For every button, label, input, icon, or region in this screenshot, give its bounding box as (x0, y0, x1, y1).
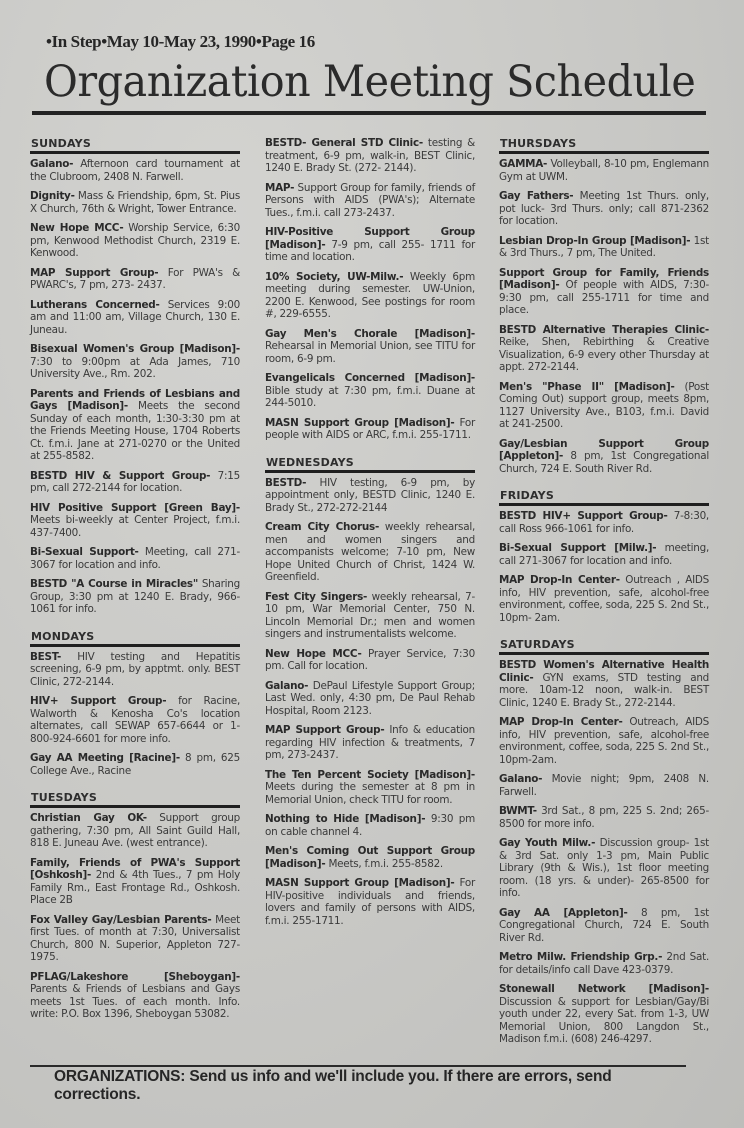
organization-name: BEST- (30, 650, 62, 663)
meeting-details: 7:30 to 9:00pm at Ada James, 710 University Ave., Rm. 202. (30, 355, 240, 380)
organization-name: Galano- (499, 773, 543, 785)
organization-name: MAP Support Group- (30, 266, 159, 279)
meeting-details: HIV testing, 6-9 pm, by appointment only, BESTD Clinic, 1240 E. Brady St., 272-272-2144 (265, 476, 475, 514)
title-rule (32, 111, 706, 115)
meeting-details: weekly rehearsal, men and women singers and accompanists welcome; 7-10 pm, New Hope United Church of Christ, 1424 W. Greenfield. (265, 521, 476, 583)
listing-entry (499, 983, 709, 1046)
listing-entry (265, 477, 475, 515)
meeting-details: 9:30 pm on cable channel 4. (265, 813, 475, 838)
organization-name: Lesbian Drop-In Group [Madison]- (499, 234, 691, 247)
meeting-details: Volleyball, 8-10 pm, Englemann Gym at UWM. (499, 158, 709, 183)
organization-name: PFLAG/Lakeshore [Sheboygan]- (30, 970, 240, 983)
listing-entry (499, 951, 709, 976)
listing-entry (30, 857, 240, 907)
organization-name: BESTD Women's Alternative Health Clinic- (499, 659, 709, 684)
meeting-details: Bible study at 7:30 pm, f.m.i. Duane at 244-5010. (265, 384, 475, 409)
organization-name: Support Group for Family, Friends [Madison]- (499, 266, 709, 291)
listing-entry (499, 158, 709, 183)
meeting-details: 8 pm, 1st Congregational Church, 724 E. South River Rd. (499, 450, 709, 475)
listing-entry (30, 546, 240, 571)
organization-name: Gay Youth Milw.- (499, 837, 596, 849)
organization-name: Bi-Sexual Support [Milw.]- (499, 542, 657, 554)
organization-name: BESTD HIV & Support Group- (30, 469, 211, 482)
meeting-details: Worship Service, 6:30 pm, Kenwood Methodist Church, 2319 E. Kenwood. (30, 222, 240, 259)
page-title: Organization Meeting Schedule (44, 57, 696, 107)
meeting-details: Parents & Friends of Lesbians and Gays meets 1st Tues. of each month. Info. write: P.O. Box 1396, Sheboygan 53082. (30, 983, 240, 1020)
listing-entry (30, 651, 240, 689)
meeting-details: GYN exams, STD testing and more. 10am-12 noon, walk-in. BEST Clinic, 1240 E. Brady St., 272-2144. (499, 671, 709, 709)
organization-name: Metro Milw. Friendship Grp.- (499, 951, 663, 963)
listing-entry (499, 805, 709, 830)
listing-entry (30, 502, 240, 540)
organization-name: MAP- (265, 181, 295, 194)
meeting-details: 7-9 pm, call 255- 1711 for time and location. (265, 238, 475, 263)
column-middle (265, 137, 475, 934)
meeting-details: Reike, Shen, Rebirthing & Creative Visualization, 6-9 every other Thursday at appt. 272-2144. (499, 336, 709, 373)
column-right (499, 137, 709, 1053)
listing-entry (30, 388, 240, 463)
meeting-details: DePaul Lifestyle Support Group; Last Wed. only, 4:30 pm, De Paul Rehab Hospital, Room 2123. (265, 679, 475, 717)
meeting-details: Sharing Group, 3:30 pm at 1240 E. Brady, 966-1061 for info. (30, 578, 240, 615)
meeting-details: Movie night; 9pm, 2408 N. Farwell. (499, 773, 709, 798)
listing-entry (499, 773, 709, 798)
day-heading-sundays: SUNDAYS (30, 137, 240, 154)
meeting-details: Afternoon card tournament at the Clubroom, 2408 N. Farwell. (30, 158, 240, 183)
listing-entry (30, 695, 240, 745)
meeting-details: weekly rehearsal, 7-10 pm, War Memorial Center, 750 N. Lincoln Memorial Dr.; men and women singers and instrumentalists welcome. (265, 590, 475, 640)
listing-entry (30, 190, 240, 215)
meeting-details: Meets during the semester at 8 pm in Memorial Union, check TITU for room. (265, 781, 475, 806)
organization-name: BESTD- General STD Clinic- (265, 137, 423, 149)
meeting-details: (Post Coming Out) support group, meets 8pm, 1127 University Ave., B103, f.m.i. David at 241-2500. (499, 380, 709, 430)
meeting-details: Meeting 1st Thurs. only, pot luck- 3rd Thurs. only; call 871-2362 for location. (499, 190, 709, 227)
listing-entry (265, 845, 475, 870)
organization-name: Stonewall Network [Madison]- (499, 983, 709, 995)
meeting-details: Prayer Service, 7:30 pm. Call for location. (265, 647, 475, 672)
page-folio: •In Step•May 10-May 23, 1990•Page 16 (46, 32, 315, 51)
listing-entry (499, 438, 709, 476)
meeting-details: Discussion & support for Lesbian/Gay/Bi youth under 22, every Sat. from 1-3, UW Memorial Union, 800 Langdon St., Madison f.m.i. (608) 246-4297. (499, 995, 709, 1045)
listing-entry (265, 813, 475, 838)
meeting-details: 7-8:30, call Ross 966-1061 for info. (499, 510, 709, 535)
listing-entry (30, 812, 240, 850)
listing-entry (499, 235, 709, 260)
meeting-details: 1st & 3rd Thurs., 7 pm, The United. (499, 234, 709, 259)
meeting-details: Weekly 6pm meeting during semester. UW-Union, 2200 E. Kenwood, See postings for room #, 229-6555. (265, 270, 475, 320)
organization-name: Bisexual Women's Group [Madison]- (30, 343, 240, 355)
meeting-details: Meeting, call 271-3067 for location and info. (30, 546, 240, 571)
organization-name: The Ten Percent Society [Madison]- (265, 768, 475, 781)
organization-name: Gay AA [Appleton]- (499, 906, 628, 919)
listing-entry (30, 470, 240, 495)
organization-name: New Hope MCC- (30, 222, 124, 234)
listing-entry (265, 372, 475, 410)
day-heading-saturdays: SATURDAYS (499, 638, 709, 655)
meeting-details: For HIV-positive individuals and friends, lovers and family of persons with AIDS, f.m.i. 255-1711. (265, 877, 475, 927)
meeting-details: Meets bi-weekly at Center Project, f.m.i. 437-7400. (30, 514, 240, 539)
meeting-details: Info & education regarding HIV infection & treatments, 7 pm, 273-2437. (265, 724, 475, 761)
footer-notice: ORGANIZATIONS: Send us info and we'll include you. If there are errors, send corrections. (54, 1068, 612, 1103)
listing-entry (265, 328, 475, 366)
organization-name: Parents and Friends of Lesbians and Gays [Madison]- (30, 387, 240, 412)
listing-entry (265, 724, 475, 762)
meeting-details: Support Group for family, friends of Persons with AIDS (PWA's); Alternate Tues., f.m.i. call 273-2437. (265, 181, 475, 219)
listing-entry (499, 381, 709, 431)
organization-name: Men's "Phase II" [Madison]- (499, 380, 675, 393)
meeting-details: Outreach , AIDS info, HIV prevention, safe, alcohol-free environment, coffee, soda, 225 S. 2nd St., 10pm- 2am. (499, 574, 710, 624)
listing-entry (30, 343, 240, 381)
listing-entry (30, 578, 240, 616)
day-heading-tuesdays: TUESDAYS (30, 791, 240, 808)
organization-name: Fest City Singers- (265, 590, 368, 603)
listing-entry (265, 226, 475, 264)
organization-name: BWMT- (499, 805, 537, 817)
organization-name: 10% Society, UW-Milw.- (265, 270, 404, 283)
organization-name: BESTD HIV+ Support Group- (499, 510, 668, 522)
meeting-details: For people with AIDS or ARC, f.m.i. 255-1711. (265, 416, 475, 441)
listing-entry (30, 914, 240, 964)
organization-name: Fox Valley Gay/Lesbian Parents- (30, 913, 212, 926)
organization-name: MAP Drop-In Center- (499, 574, 620, 586)
listing-entry (30, 222, 240, 260)
listing-entry (499, 716, 709, 766)
organization-name: HIV+ Support Group- (30, 695, 167, 707)
organization-name: Family, Friends of PWA's Support [Oshkosh]- (30, 856, 240, 881)
meeting-details: Services 9:00 am and 11:00 am, Village Church, 130 E. Juneau. (30, 298, 240, 336)
listing-entry (30, 752, 240, 777)
meeting-details: for Racine, Walworth & Kenosha Co's location alternates, call SEWAP 657-6644 or 1-800-924-6601 for more info. (30, 695, 240, 745)
organization-name: MASN Support Group [Madison]- (265, 416, 455, 429)
listing-entry (499, 324, 709, 374)
meeting-details: testing & treatment, 6-9 pm, walk-in, BEST Clinic, 1240 E. Brady St. (272- 2144). (265, 137, 475, 174)
organization-name: Galano- (265, 679, 309, 692)
footer-rule (30, 1065, 686, 1067)
day-heading-mondays: MONDAYS (30, 630, 240, 647)
organization-name: BESTD "A Course in Miracles" (30, 578, 199, 590)
organization-name: GAMMA- (499, 158, 548, 170)
organization-name: BESTD- (265, 476, 307, 489)
listing-entry (499, 267, 709, 317)
meeting-details: 2nd Sat. for details/info call Dave 423-0379. (499, 951, 709, 976)
listing-entry (30, 158, 240, 183)
organization-name: Evangelicals Concerned [Madison]- (265, 372, 475, 384)
listing-entry (265, 182, 475, 220)
listing-entry (30, 971, 240, 1021)
organization-name: Gay/Lesbian Support Group [Appleton]- (499, 437, 709, 462)
organization-name: HIV-Positive Support Group [Madison]- (265, 226, 475, 251)
organization-name: Gay Fathers- (499, 190, 574, 202)
organization-name: MASN Support Group [Madison]- (265, 877, 455, 889)
listing-entry (499, 659, 709, 709)
meeting-details: 8 pm, 1st Congregational Church, 724 E. South River Rd. (499, 906, 710, 944)
listing-entry (499, 542, 709, 567)
organization-name: MAP Support Group- (265, 724, 385, 736)
listing-entry (265, 769, 475, 807)
listing-entry (30, 299, 240, 337)
organization-name: Bi-Sexual Support- (30, 546, 139, 558)
day-heading-wednesdays: WEDNESDAYS (265, 456, 475, 473)
meeting-details: For PWA's & PWARC's, 7 pm, 273- 2437. (30, 266, 240, 291)
meeting-details: 7:15 pm, call 272-2144 for location. (30, 469, 241, 494)
organization-name: Nothing to Hide [Madison]- (265, 813, 426, 825)
column-left (30, 137, 240, 1028)
organization-name: Gay Men's Chorale [Madison]- (265, 327, 475, 340)
meeting-details: Outreach, AIDS info, HIV prevention, safe, alcohol-free environment, coffee, soda, 225 S. 2nd St., 10pm-2am. (499, 716, 709, 766)
organization-name: Lutherans Concerned- (30, 298, 160, 311)
listing-entry (499, 837, 709, 900)
listing-entry (265, 648, 475, 673)
listing-entry (265, 591, 475, 641)
organization-name: BESTD Alternative Therapies Clinic- (499, 323, 709, 336)
listing-entry (265, 680, 475, 718)
meeting-details: Support group gathering, 7:30 pm, All Saint Guild Hall, 818 E. Juneau Ave. (west entrance). (30, 812, 240, 849)
day-heading-fridays: FRIDAYS (499, 489, 709, 506)
meeting-details: Of people with AIDS, 7:30-9:30 pm, call 255-1711 for time and place. (499, 279, 709, 316)
meeting-details: HIV testing and Hepatitis screening, 6-9 pm, by apptmt. only. BEST Clinic, 272-2144. (30, 650, 240, 688)
listing-entry (499, 907, 709, 945)
listing-entry (265, 877, 475, 927)
meeting-details: Discussion group- 1st & 3rd Sat. only 1-3 pm, Main Public Library (9th & Wis.), 1st floor meeting room. (18 yrs. & under)- 265-8500 for info. (499, 837, 709, 899)
organization-name: New Hope MCC- (265, 647, 362, 660)
listing-entry (265, 137, 475, 175)
organization-name: Men's Coming Out Support Group [Madison]- (265, 845, 475, 870)
listing-entry (499, 510, 709, 535)
organization-name: Gay AA Meeting [Racine]- (30, 752, 180, 764)
organization-name: Galano- (30, 158, 74, 170)
meeting-details: Meets the second Sunday of each month, 1:30-3:30 pm at the Friends Meeting House, 1704 Roberts Ct. f.m.i. Jane at 271-0270 or the United at 255-8582. (30, 400, 240, 462)
day-heading-thursdays: THURSDAYS (499, 137, 709, 154)
organization-name: HIV Positive Support [Green Bay]- (30, 501, 240, 514)
organization-name: Cream City Chorus- (265, 521, 380, 533)
organization-name: Dignity- (30, 190, 75, 202)
listing-entry (265, 521, 475, 584)
meeting-details: 8 pm, 625 College Ave., Racine (30, 752, 240, 777)
listing-entry (499, 190, 709, 228)
meeting-details: Rehearsal in Memorial Union, see TITU for room, 6-9 pm. (265, 340, 475, 365)
organization-name: Christian Gay OK- (30, 812, 147, 824)
listing-entry (265, 271, 475, 321)
listing-entry (265, 417, 475, 442)
meeting-details: meeting, call 271-3067 for location and info. (499, 542, 710, 567)
meeting-details: 3rd Sat., 8 pm, 225 S. 2nd; 265-8500 for more info. (499, 805, 709, 830)
listing-entry (499, 574, 709, 624)
meeting-details: Meet first Tues. of month at 7:30, Universalist Church, 800 N. Superior, Appleton 727-1975. (30, 913, 240, 963)
meeting-details: Mass & Friendship, 6pm, St. Pius X Church, 76th & Wright, Tower Entrance. (30, 190, 240, 215)
meeting-details: 2nd & 4th Tues., 7 pm Holy Family Rm., East Frontage Rd., Oshkosh. Place 2B (30, 869, 240, 906)
meeting-details: Meets, f.m.i. 255-8582. (325, 857, 443, 870)
organization-name: MAP Drop-In Center- (499, 716, 623, 728)
listing-entry (30, 267, 240, 292)
